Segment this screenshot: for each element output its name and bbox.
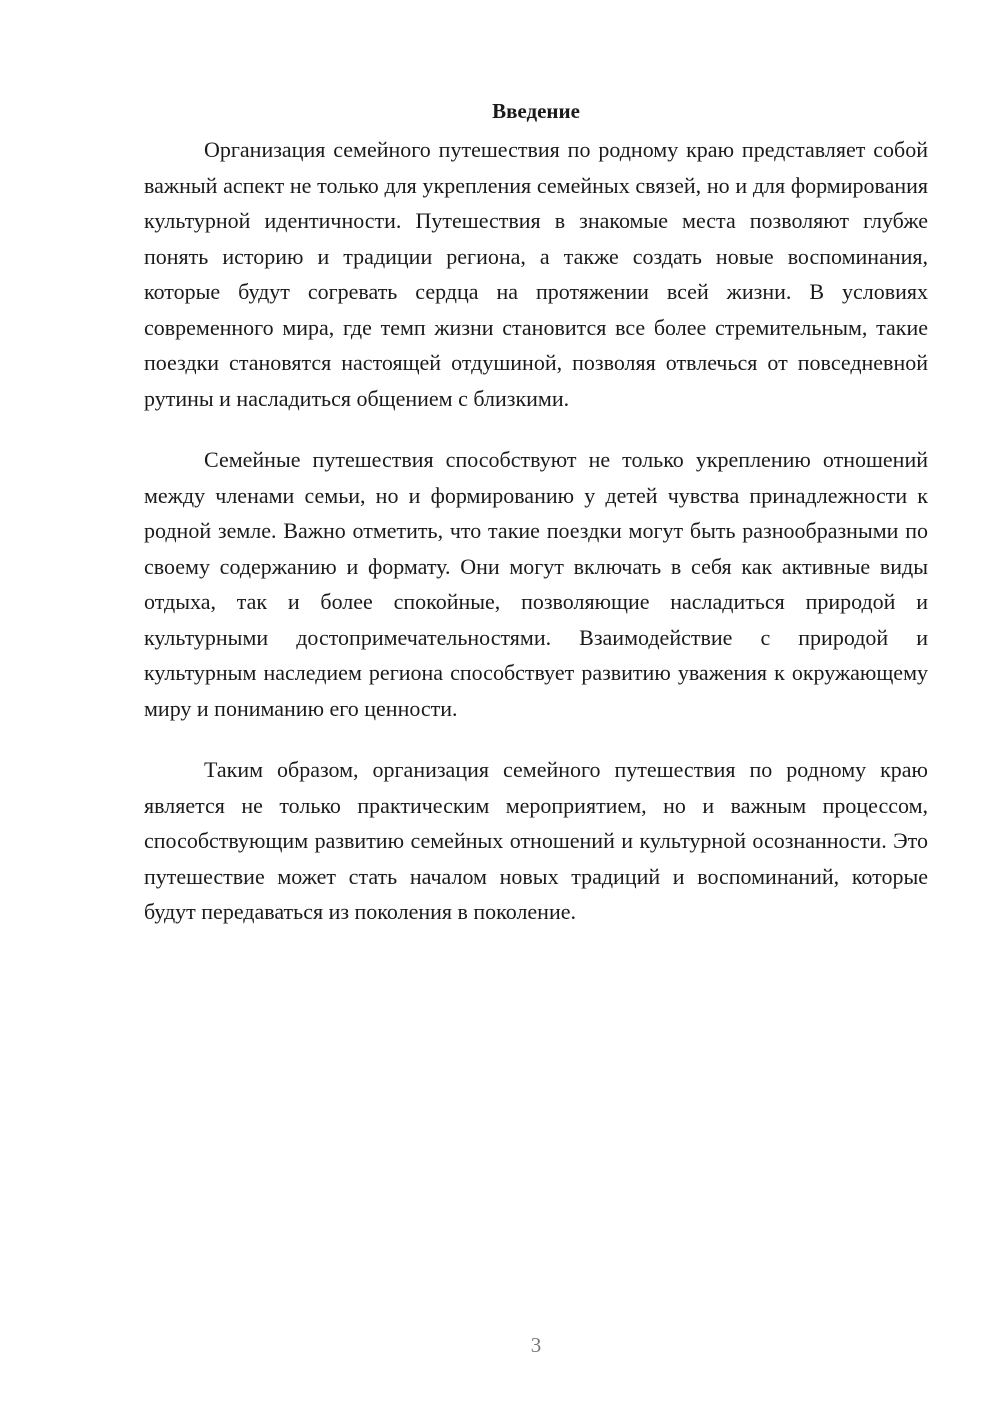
page-number: 3 (530, 1333, 542, 1357)
paragraph-3: Таким образом, организация семейного путешествия по родному краю является не только практическим мероприятием, но и важным процессом, способствующим развитию семейных отношений и культурной осознанности. Это путешествие может стать началом новых традиций и воспоминаний, которые будут передаваться из поколения в поколение. (144, 757, 928, 924)
section-title: Введение (492, 99, 580, 123)
document-page (144, 96, 928, 956)
paragraph-2: Семейные путешествия способствуют не только укреплению отношений между членами семьи, но и формированию у детей чувства принадлежности к родной земле. Важно отметить, что такие поездки могут быть разнообразными по своему содержанию и формату. Они могут включать в себя как активные виды отдыха, так и более спокойные, позволяющие насладиться природой и культурными достопримечательностями. Взаимодействие с природой и культурным наследием региона способствует развитию уважения к окружающему миру и пониманию его ценности. (144, 447, 928, 721)
paragraph-1: Организация семейного путешествия по родному краю представляет собой важный аспект не только для укрепления семейных связей, но и для формирования культурной идентичности. Путешествия в знакомые места позволяют глубже понять историю и традиции региона, а также создать новые воспоминания, которые будут согревать сердца на протяжении всей жизни. В условиях современного мира, где темп жизни становится все более стремительным, такие поездки становятся настоящей отдушиной, позволяя отвлечься от повседневной рутины и насладиться общением с близкими. (144, 137, 928, 411)
